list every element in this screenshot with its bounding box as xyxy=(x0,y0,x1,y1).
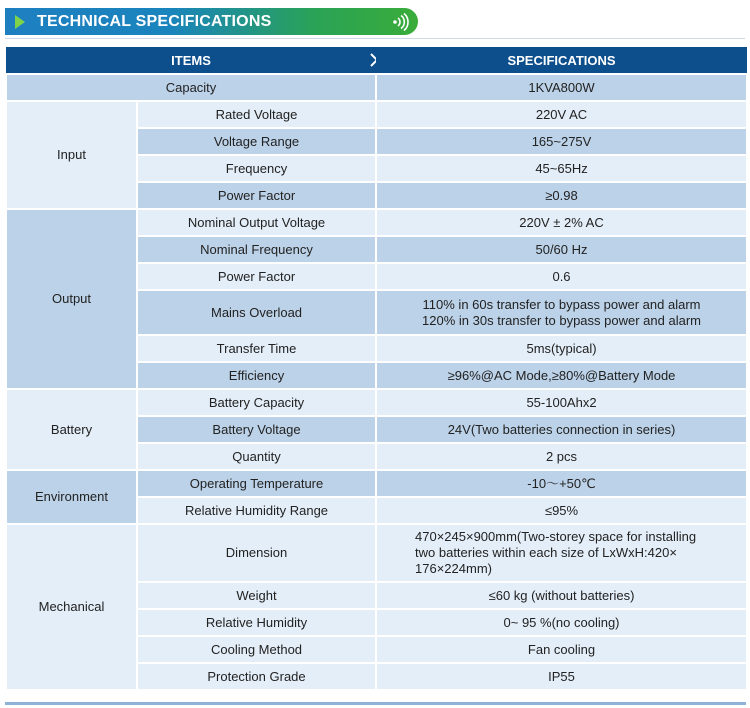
group-label-input: Input xyxy=(6,101,137,209)
row-item: Frequency xyxy=(137,155,376,182)
table-row xyxy=(6,389,747,416)
row-spec: 2 pcs xyxy=(376,443,747,470)
row-item: Power Factor xyxy=(137,182,376,209)
row-spec: -10～+50℃ xyxy=(376,470,747,497)
row-item: Dimension xyxy=(137,524,376,582)
spec-line: 110% in 60s transfer to bypass power and alarm xyxy=(422,296,701,312)
header-items-label: ITEMS xyxy=(171,52,211,68)
row-item: Cooling Method xyxy=(137,636,376,663)
row-item: Protection Grade xyxy=(137,663,376,690)
table-row xyxy=(6,524,747,582)
row-item: Weight xyxy=(137,582,376,609)
spec-line: 176×224mm) xyxy=(415,561,492,576)
row-spec: 55-100Ahx2 xyxy=(376,389,747,416)
row-spec: ≤60 kg (without batteries) xyxy=(376,582,747,609)
row-spec: Fan cooling xyxy=(376,636,747,663)
header-specifications-label: SPECIFICATIONS xyxy=(507,52,616,68)
header-items xyxy=(6,47,376,74)
row-item: Battery Capacity xyxy=(137,389,376,416)
spec-line: 470×245×900mm(Two-storey space for installing xyxy=(415,529,697,544)
row-spec xyxy=(376,290,747,335)
row-spec: 1KVA800W xyxy=(376,74,747,101)
row-spec: 24V(Two batteries connection in series) xyxy=(376,416,747,443)
table-row xyxy=(6,209,747,236)
row-spec: ≤95% xyxy=(376,497,747,524)
row-spec xyxy=(376,524,747,582)
row-spec: 0.6 xyxy=(376,263,747,290)
row-item: Transfer Time xyxy=(137,335,376,362)
row-spec: 220V ± 2% AC xyxy=(376,209,747,236)
row-item: Relative Humidity Range xyxy=(137,497,376,524)
section-banner xyxy=(5,8,418,35)
table-bottom-rule xyxy=(5,702,746,705)
row-item: Mains Overload xyxy=(137,290,376,335)
row-spec: ≥0.98 xyxy=(376,182,747,209)
row-spec: ≥96%@AC Mode,≥80%@Battery Mode xyxy=(376,362,747,389)
spec-line: two batteries within each size of LxWxH:420× xyxy=(415,545,677,560)
table-row xyxy=(6,101,747,128)
row-item: Quantity xyxy=(137,443,376,470)
row-item: Relative Humidity xyxy=(137,609,376,636)
group-label-mechanical: Mechanical xyxy=(6,524,137,690)
row-item: Battery Voltage xyxy=(137,416,376,443)
row-spec: 220V AC xyxy=(376,101,747,128)
row-item: Capacity xyxy=(6,74,376,101)
spec-line: 120% in 30s transfer to bypass power and alarm xyxy=(422,312,701,328)
group-label-output: Output xyxy=(6,209,137,389)
row-spec: 0~ 95 %(no cooling) xyxy=(376,609,747,636)
row-item: Nominal Frequency xyxy=(137,236,376,263)
header-specifications xyxy=(376,47,747,74)
section-title: TECHNICAL SPECIFICATIONS xyxy=(37,12,272,30)
group-label-battery: Battery xyxy=(6,389,137,470)
row-item: Operating Temperature xyxy=(137,470,376,497)
row-item: Voltage Range xyxy=(137,128,376,155)
row-spec: 50/60 Hz xyxy=(376,236,747,263)
group-label-environment: Environment xyxy=(6,470,137,524)
row-spec: 5ms(typical) xyxy=(376,335,747,362)
table-header-row xyxy=(6,47,747,74)
wifi-signal-icon xyxy=(390,12,410,31)
row-item: Rated Voltage xyxy=(137,101,376,128)
specifications-table xyxy=(5,47,748,691)
row-spec: 165~275V xyxy=(376,128,747,155)
row-item: Power Factor xyxy=(137,263,376,290)
triangle-arrow-icon xyxy=(15,15,25,29)
row-item: Efficiency xyxy=(137,362,376,389)
table-row xyxy=(6,74,747,101)
row-item: Nominal Output Voltage xyxy=(137,209,376,236)
banner-underline xyxy=(5,38,745,39)
row-spec: 45~65Hz xyxy=(376,155,747,182)
table-row xyxy=(6,470,747,497)
row-spec: IP55 xyxy=(376,663,747,690)
